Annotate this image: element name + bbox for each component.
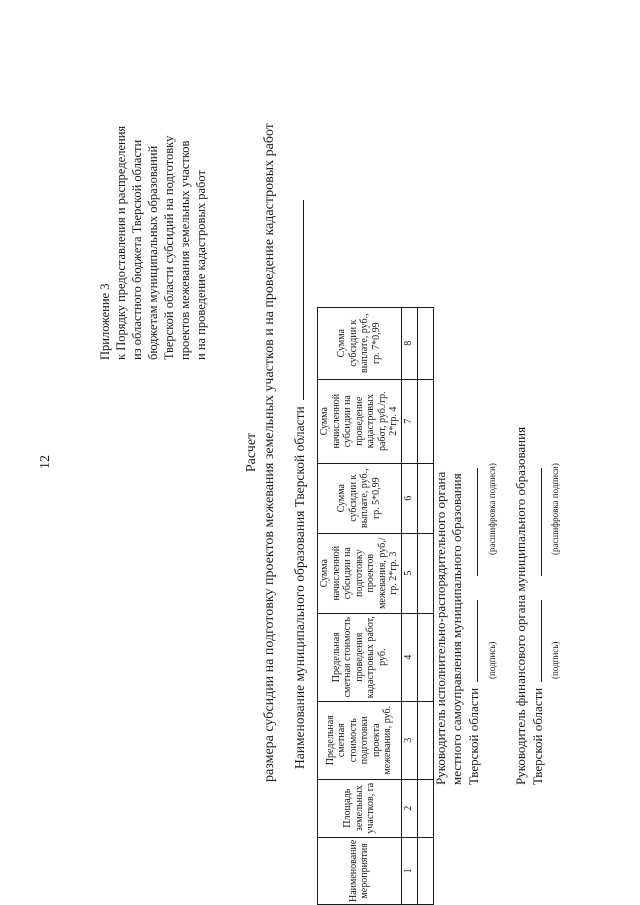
document-subtitle: размера субсидии на подготовку проектов межевания земельных участков и на проведение кадастровых работ xyxy=(262,123,277,782)
municipality-blank-line xyxy=(291,200,304,400)
finance-signature-block xyxy=(513,427,546,785)
table-cell xyxy=(417,307,433,379)
table-cell xyxy=(417,837,433,904)
appendix-line: бюджетам муниципальных образований xyxy=(146,145,160,360)
signature-title-line: Тверской области xyxy=(466,687,481,785)
table-cell xyxy=(417,779,433,837)
appendix-block xyxy=(97,126,209,360)
appendix-line: к Порядку предоставления и распределения xyxy=(114,125,128,360)
signature-caption: (подпись) xyxy=(487,641,497,679)
appendix-line: Тверской области субсидий на подготовку xyxy=(162,135,176,360)
column-number: 4 xyxy=(401,613,417,701)
header-cell: Наименование мероприятия xyxy=(318,837,402,904)
signature-title-line: Тверской области xyxy=(530,687,545,785)
column-number: 7 xyxy=(401,379,417,463)
table-cell xyxy=(417,613,433,701)
signature-title-line: Руководитель исполнительно-распорядительного органа xyxy=(433,471,448,785)
head-signature-block xyxy=(433,468,482,785)
appendix-line: и на проведение кадастровых работ xyxy=(194,170,208,360)
table-header-row xyxy=(318,307,402,904)
page-number: 12 xyxy=(38,455,53,469)
name-caption: (расшифровка подписи) xyxy=(550,463,560,555)
appendix-line: Приложение 3 xyxy=(98,283,112,360)
table-cell xyxy=(417,379,433,463)
signature-caption: (подпись) xyxy=(550,641,560,679)
municipality-label: Наименование муниципального образования Тверской области xyxy=(292,406,307,769)
column-number-row xyxy=(401,307,417,904)
appendix-line: проектов межевания земельных участков xyxy=(178,140,192,360)
document-title: Расчет xyxy=(244,432,259,473)
municipality-field xyxy=(291,200,308,769)
header-cell: Предельная сметная стоимость подготовки проекта межевания, руб. xyxy=(318,701,402,779)
header-cell: Сумма субсидии к выплате, руб., гр. 5*0,99 xyxy=(318,463,402,533)
column-number: 8 xyxy=(401,307,417,379)
header-cell: Сумма начисленной субсидии на подготовку проектов межевания, руб./ гр. 2*гр. 3 xyxy=(318,533,402,613)
table-cell xyxy=(417,701,433,779)
table-row xyxy=(417,307,433,904)
table-cell xyxy=(417,533,433,613)
calculation-table xyxy=(317,307,434,905)
header-cell: Предельная сметная стоимость проведения кадастровых работ, руб. xyxy=(318,613,402,701)
name-caption: (расшифровка подписи) xyxy=(487,463,497,555)
column-number: 3 xyxy=(401,701,417,779)
header-cell: Сумма начисленной субсидии на проведение кадастровых работ, руб./гр. 2*гр. 4 xyxy=(318,379,402,463)
appendix-line: из областного бюджета Тверской области xyxy=(130,139,144,360)
column-number: 1 xyxy=(401,837,417,904)
column-number: 2 xyxy=(401,779,417,837)
signature-title-line: местного самоуправления муниципального образования xyxy=(449,473,464,785)
name-line xyxy=(529,468,542,576)
header-cell: Сумма субсидии к выплате, руб., гр. 7*0,99 xyxy=(318,307,402,379)
signature-line xyxy=(529,600,542,682)
table-cell xyxy=(417,463,433,533)
signature-title-line: Руководитель финансового органа муниципального образования xyxy=(513,426,528,785)
column-number: 6 xyxy=(401,463,417,533)
name-line xyxy=(465,468,478,576)
signature-line xyxy=(465,600,478,682)
column-number: 5 xyxy=(401,533,417,613)
header-cell: Площадь земельных участков, га xyxy=(318,779,402,837)
